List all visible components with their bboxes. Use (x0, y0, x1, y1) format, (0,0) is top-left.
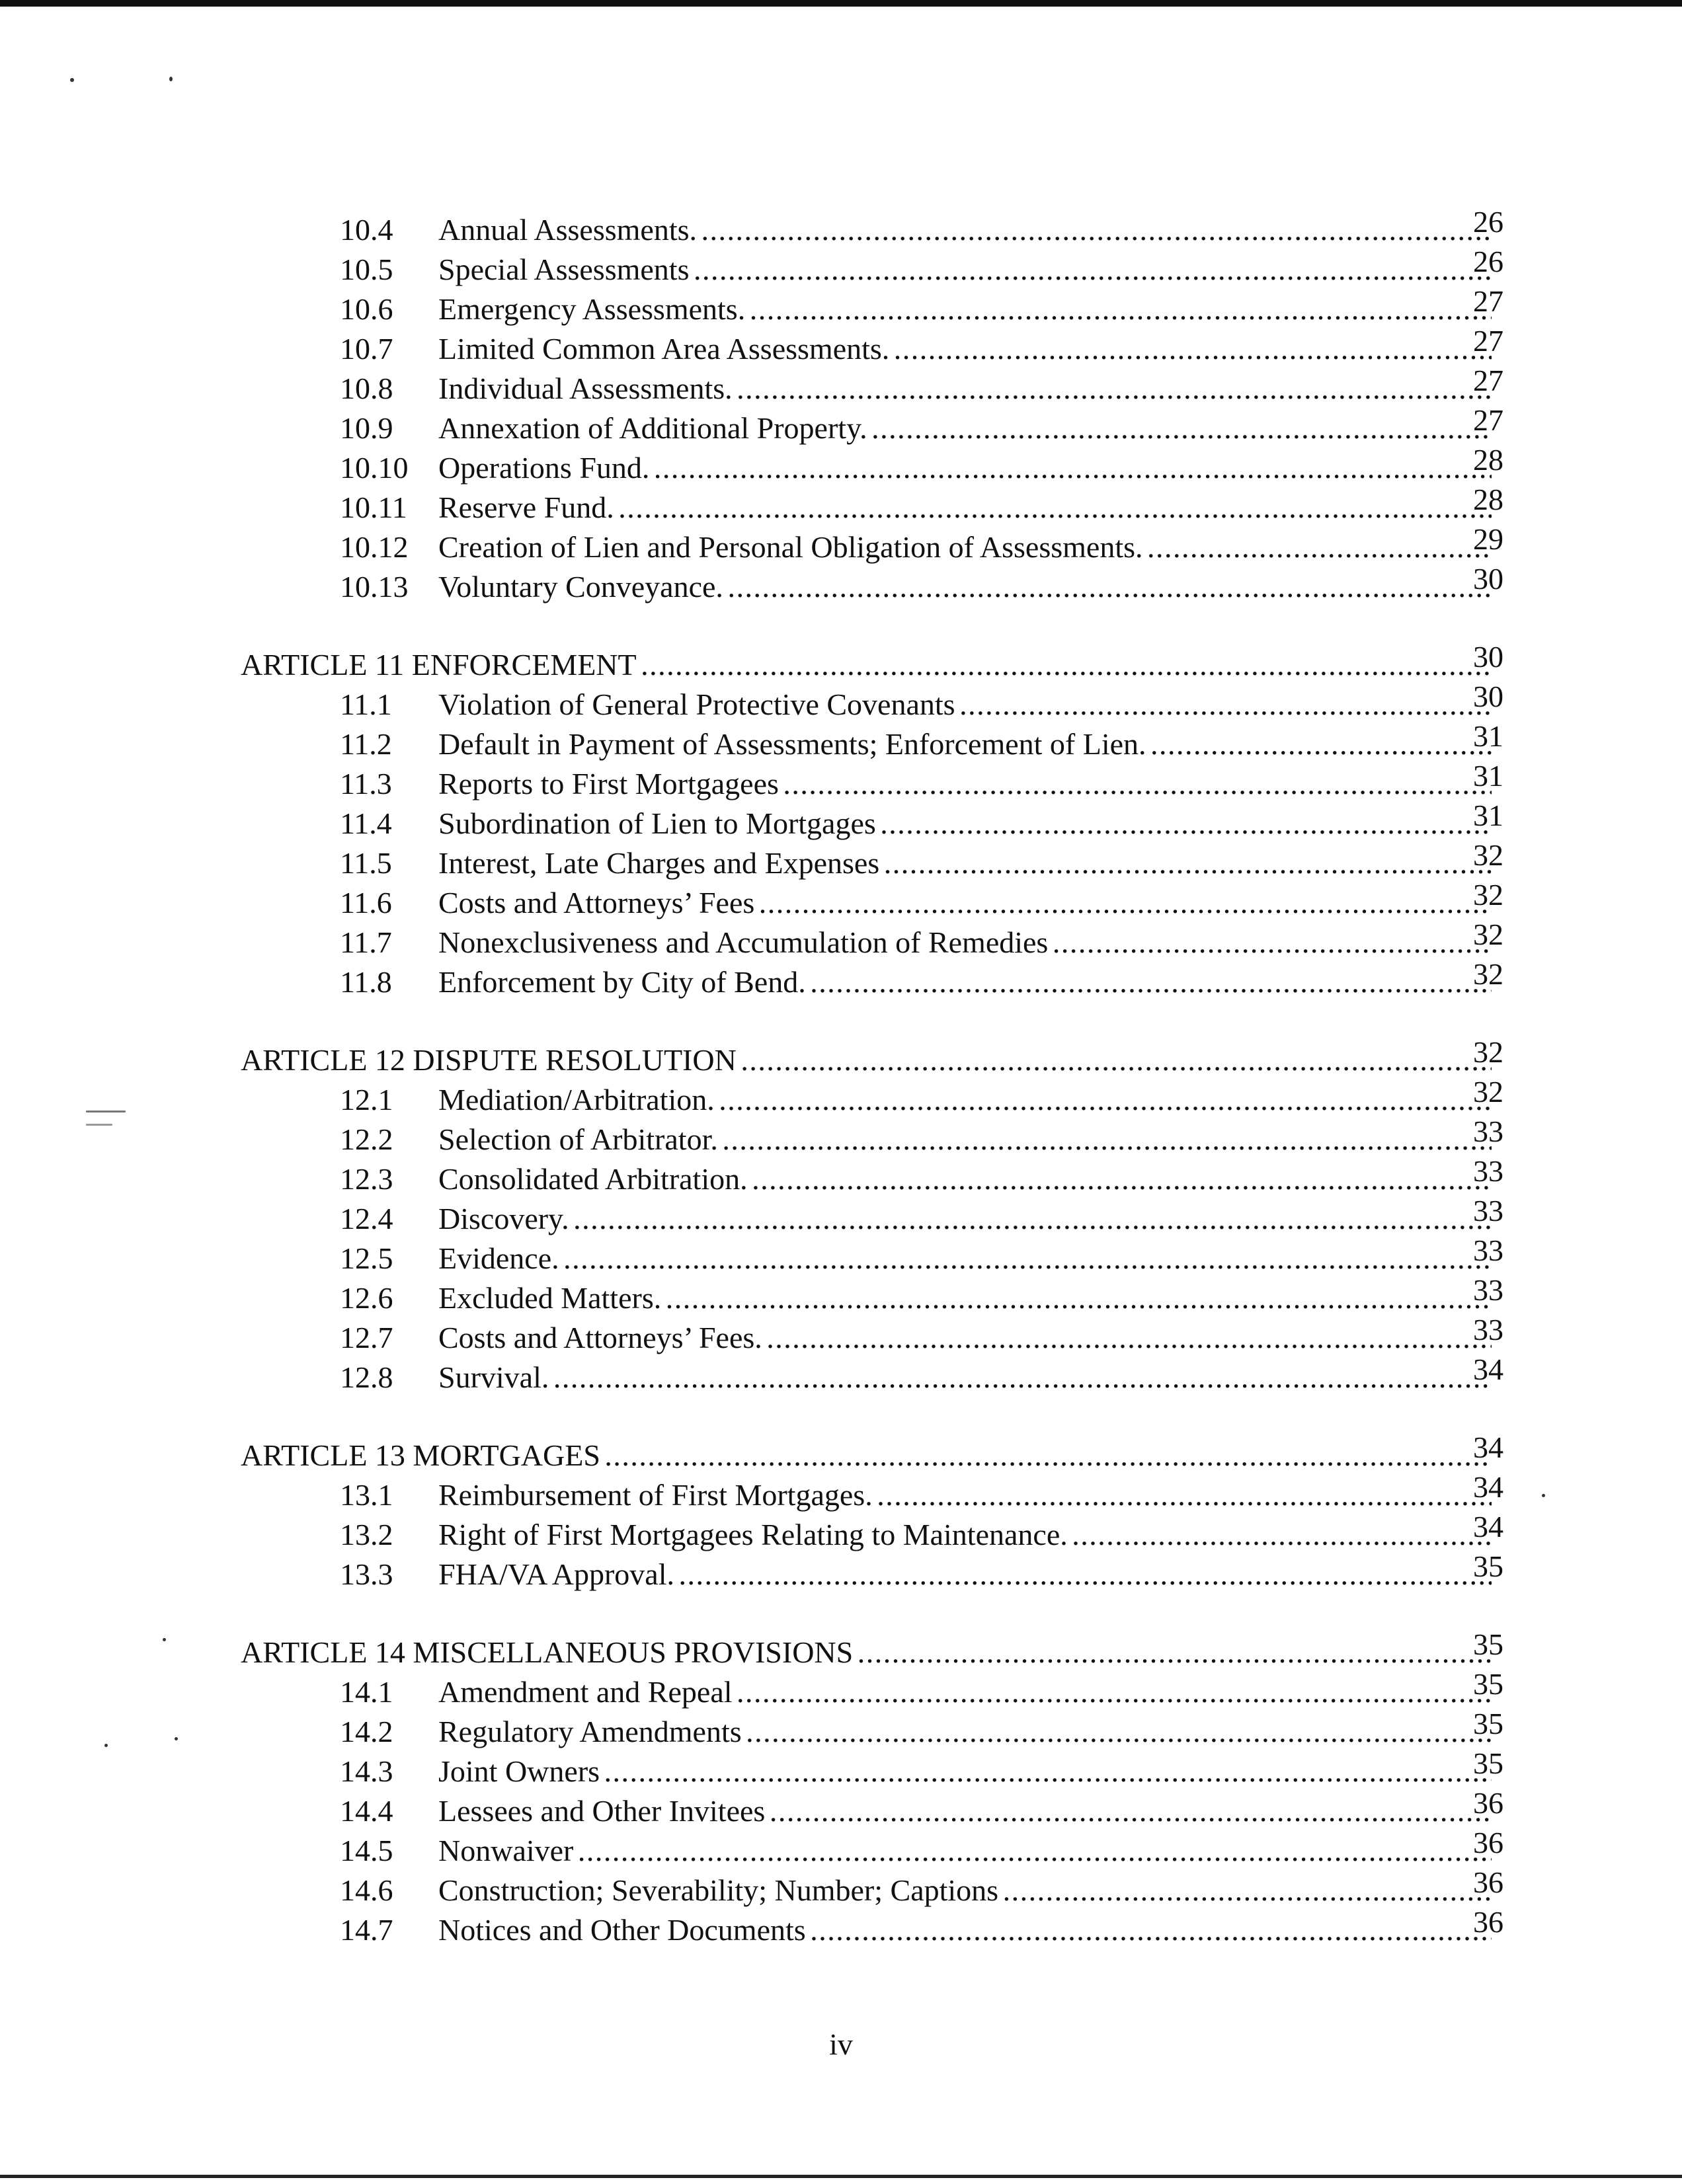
section-number: 12.6 (340, 1281, 393, 1315)
section-page: 27 (1473, 324, 1503, 358)
section-page: 32 (1473, 838, 1503, 872)
section-page: 30 (1473, 562, 1503, 596)
section-page: 34 (1473, 1510, 1503, 1543)
toc-entry (0, 957, 1682, 1002)
toc-entry (0, 483, 1682, 527)
toc-entry (0, 1075, 1682, 1120)
section-title: Costs and Attorneys’ Fees . . . (438, 883, 1492, 923)
section-page: 35 (1473, 1667, 1503, 1701)
section-page: 26 (1473, 245, 1503, 278)
article-page: 35 (1473, 1627, 1503, 1661)
section-number: 14.7 (340, 1913, 393, 1947)
section-title: Lessees and Other Invitees . . . (438, 1791, 1492, 1831)
section-number: 12.1 (340, 1083, 393, 1116)
section-title: Reports to First Mortgagees . . . (438, 764, 1492, 804)
toc-group (0, 1035, 1682, 1397)
toc-entry (0, 284, 1682, 329)
toc-entry (0, 1273, 1682, 1318)
toc-entry (0, 1826, 1682, 1871)
section-page: 27 (1473, 364, 1503, 397)
section-number: 14.1 (340, 1675, 393, 1709)
section-title: Limited Common Area Assessments. . . . (438, 329, 1492, 369)
section-page: 27 (1473, 284, 1503, 318)
section-page: 33 (1473, 1194, 1503, 1228)
section-title: Reserve Fund. . . . (438, 488, 1492, 527)
toc-entry (0, 562, 1682, 607)
toc-entry (0, 680, 1682, 724)
section-title: Emergency Assessments. . . . (438, 290, 1492, 329)
section-number: 11.3 (340, 767, 392, 800)
section-title: Individual Assessments. . . . (438, 369, 1492, 409)
section-number: 10.9 (340, 411, 393, 445)
toc-entry (0, 1510, 1682, 1555)
toc-entry (0, 838, 1682, 883)
toc-entry (0, 1905, 1682, 1950)
section-page: 31 (1473, 719, 1503, 753)
section-page: 33 (1473, 1273, 1503, 1307)
section-number: 12.4 (340, 1202, 393, 1235)
section-number: 12.7 (340, 1321, 393, 1354)
section-number: 11.4 (340, 806, 392, 840)
section-title: Enforcement by City of Bend. . . . (438, 962, 1492, 1002)
section-title: Right of First Mortgagees Relating to Maintenance. . . . (438, 1515, 1492, 1555)
section-title: Discovery. . . . (438, 1199, 1492, 1239)
page-number: iv (829, 2027, 853, 2061)
section-number: 12.2 (340, 1122, 393, 1156)
section-page: 31 (1473, 759, 1503, 793)
section-title: Consolidated Arbitration. . . . (438, 1159, 1492, 1199)
section-page: 32 (1473, 917, 1503, 951)
section-page: 35 (1473, 1746, 1503, 1780)
scan-speck (169, 77, 173, 81)
toc-entry (0, 1154, 1682, 1199)
toc-entry (0, 1746, 1682, 1791)
toc-entry (0, 1313, 1682, 1358)
section-title: Mediation/Arbitration. . . . (438, 1080, 1492, 1120)
article-title: ARTICLE 14 MISCELLANEOUS PROVISIONS . . . (241, 1633, 1492, 1672)
toc-entry (0, 403, 1682, 448)
article-heading (0, 1035, 1682, 1080)
section-page: 33 (1473, 1313, 1503, 1346)
toc-group (0, 1430, 1682, 1594)
section-number: 10.13 (340, 570, 409, 604)
section-number: 14.6 (340, 1873, 393, 1907)
section-title: Costs and Attorneys’ Fees. . . . (438, 1318, 1492, 1358)
toc-entry (0, 1114, 1682, 1159)
article-title: ARTICLE 13 MORTGAGES . . . (241, 1436, 1492, 1475)
toc-entry (0, 799, 1682, 843)
section-number: 13.2 (340, 1518, 393, 1551)
article-page: 32 (1473, 1035, 1503, 1069)
toc-entry (0, 1549, 1682, 1594)
section-page: 34 (1473, 1470, 1503, 1504)
toc-group (0, 205, 1682, 607)
section-page: 32 (1473, 878, 1503, 912)
section-page: 34 (1473, 1352, 1503, 1386)
section-number: 11.5 (340, 846, 392, 880)
section-page: 33 (1473, 1114, 1503, 1148)
section-title: Special Assessments . . . (438, 250, 1492, 290)
section-page: 31 (1473, 799, 1503, 832)
section-page: 35 (1473, 1549, 1503, 1583)
bottom-border (0, 2175, 1682, 2178)
section-page: 33 (1473, 1154, 1503, 1188)
section-title: Excluded Matters. . . . (438, 1278, 1492, 1318)
section-number: 14.3 (340, 1754, 393, 1788)
toc-group (0, 1627, 1682, 1950)
section-title: Evidence. . . . (438, 1239, 1492, 1278)
section-page: 36 (1473, 1786, 1503, 1820)
section-title: Annexation of Additional Property. . . . (438, 409, 1492, 448)
section-number: 10.11 (340, 490, 407, 524)
toc-entry (0, 1786, 1682, 1831)
section-page: 33 (1473, 1233, 1503, 1267)
section-page: 36 (1473, 1905, 1503, 1939)
toc-entry (0, 719, 1682, 764)
article-title: ARTICLE 11 ENFORCEMENT . . . (241, 645, 1492, 685)
section-number: 11.1 (340, 687, 392, 721)
section-page: 28 (1473, 483, 1503, 516)
toc-group (0, 640, 1682, 1002)
section-title: Joint Owners . . . (438, 1752, 1492, 1791)
section-number: 12.3 (340, 1162, 393, 1196)
section-number: 10.6 (340, 292, 393, 326)
table-of-contents (0, 205, 1682, 1988)
section-title: Default in Payment of Assessments; Enforcement of Lien. . . . (438, 724, 1492, 764)
section-page: 36 (1473, 1865, 1503, 1899)
article-page: 30 (1473, 640, 1503, 674)
toc-entry (0, 1707, 1682, 1752)
section-title: Creation of Lien and Personal Obligation of Assessments. . . . (438, 527, 1492, 567)
section-number: 12.5 (340, 1241, 393, 1275)
section-page: 30 (1473, 680, 1503, 713)
toc-entry (0, 1194, 1682, 1239)
section-number: 10.4 (340, 213, 393, 247)
section-number: 10.10 (340, 451, 409, 485)
section-number: 14.4 (340, 1794, 393, 1828)
toc-entry (0, 1865, 1682, 1910)
section-number: 10.12 (340, 530, 409, 564)
section-number: 10.8 (340, 371, 393, 405)
section-title: Selection of Arbitrator. . . . (438, 1120, 1492, 1159)
section-title: Survival. . . . (438, 1358, 1492, 1397)
section-title: Reimbursement of First Mortgages. . . . (438, 1475, 1492, 1515)
section-page: 35 (1473, 1707, 1503, 1740)
section-number: 12.8 (340, 1360, 393, 1394)
section-page: 28 (1473, 443, 1503, 477)
toc-entry (0, 1352, 1682, 1397)
toc-entry (0, 245, 1682, 290)
section-title: Amendment and Repeal . . . (438, 1672, 1492, 1712)
toc-entry (0, 324, 1682, 369)
section-number: 13.1 (340, 1478, 393, 1512)
section-title: Notices and Other Documents . . . (438, 1910, 1492, 1950)
toc-entry (0, 1233, 1682, 1278)
top-border (0, 0, 1682, 7)
toc-entry (0, 205, 1682, 250)
article-page: 34 (1473, 1430, 1503, 1464)
toc-entry (0, 364, 1682, 409)
toc-entry (0, 1667, 1682, 1712)
section-number: 14.2 (340, 1715, 393, 1748)
section-number: 13.3 (340, 1557, 393, 1591)
section-title: Subordination of Lien to Mortgages . . . (438, 804, 1492, 843)
section-title: Operations Fund. . . . (438, 448, 1492, 488)
section-title: Interest, Late Charges and Expenses . . . (438, 843, 1492, 883)
section-page: 32 (1473, 1075, 1503, 1109)
section-title: FHA/VA Approval. . . . (438, 1555, 1492, 1594)
section-number: 10.5 (340, 253, 393, 286)
article-heading (0, 1430, 1682, 1475)
scan-speck (70, 78, 74, 82)
section-title: Nonwaiver . . . (438, 1831, 1492, 1871)
article-title: ARTICLE 12 DISPUTE RESOLUTION . . . (241, 1040, 1492, 1080)
section-title: Voluntary Conveyance. . . . (438, 567, 1492, 607)
section-page: 32 (1473, 957, 1503, 991)
toc-entry (0, 443, 1682, 488)
article-heading (0, 1627, 1682, 1672)
section-title: Regulatory Amendments . . . (438, 1712, 1492, 1752)
section-title: Nonexclusiveness and Accumulation of Remedies . . . (438, 923, 1492, 962)
section-title: Violation of General Protective Covenants . . . (438, 685, 1492, 724)
toc-entry (0, 917, 1682, 962)
article-heading (0, 640, 1682, 685)
section-page: 36 (1473, 1826, 1503, 1859)
section-page: 29 (1473, 522, 1503, 556)
section-number: 11.6 (340, 886, 392, 919)
section-page: 27 (1473, 403, 1503, 437)
section-number: 11.7 (340, 925, 392, 959)
section-title: Construction; Severability; Number; Captions . . . (438, 1871, 1492, 1910)
section-number: 11.2 (340, 727, 392, 761)
section-number: 10.7 (340, 332, 393, 366)
section-number: 14.5 (340, 1834, 393, 1867)
section-title: Annual Assessments. . . . (438, 210, 1492, 250)
toc-entry (0, 1470, 1682, 1515)
toc-entry (0, 878, 1682, 923)
toc-entry (0, 759, 1682, 804)
section-number: 11.8 (340, 965, 392, 999)
section-page: 26 (1473, 205, 1503, 239)
toc-entry (0, 522, 1682, 567)
